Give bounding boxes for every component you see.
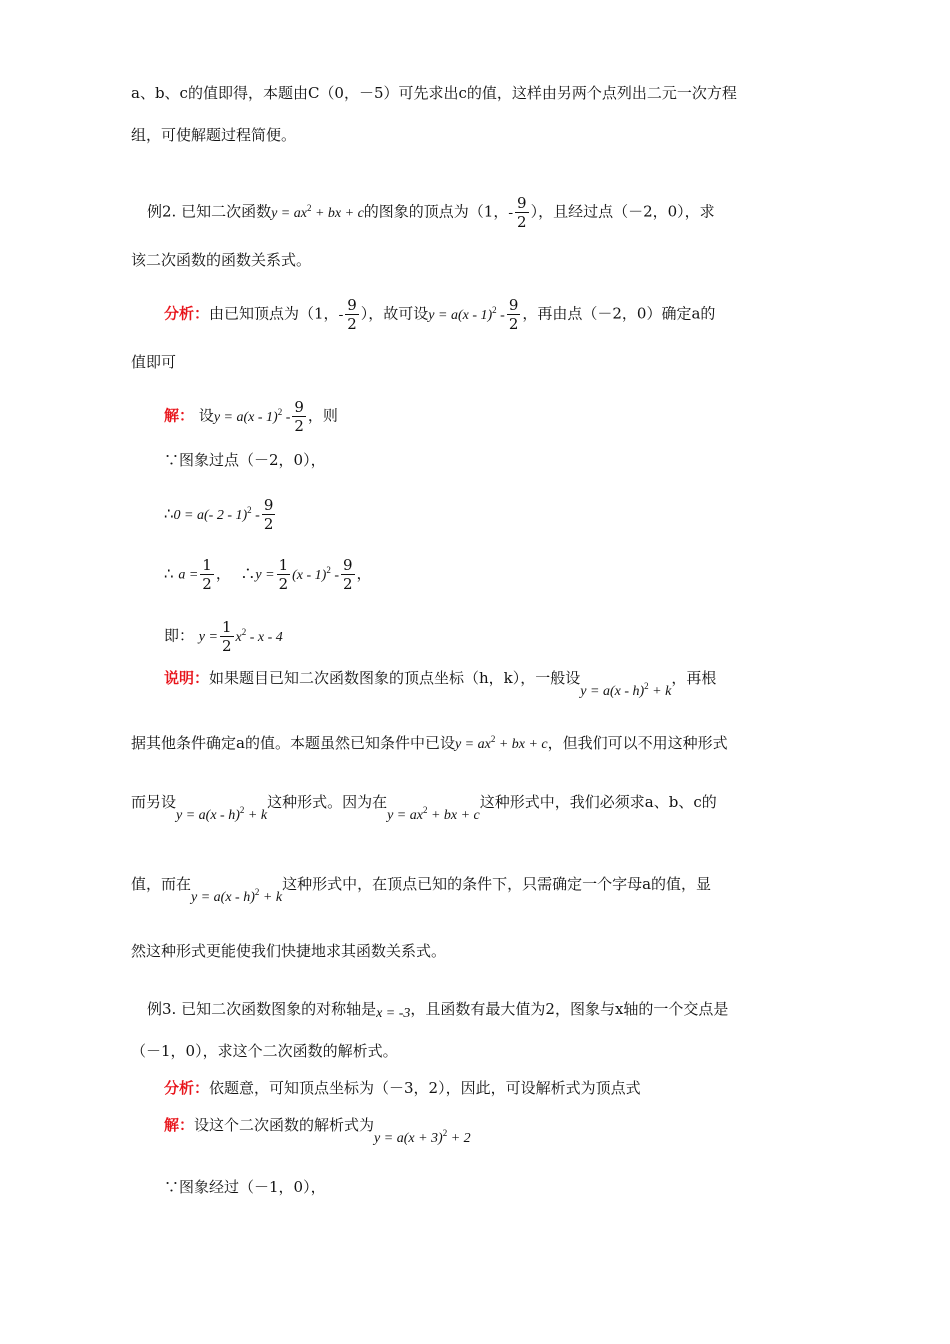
- math-term: (x - 1)$^2$ -: [292, 564, 339, 583]
- text: ，再根: [671, 669, 717, 687]
- fraction-1-2: $\frac{1}{2}$: [221, 618, 232, 655]
- math-expanded-form: $x^2$ - x - 4: [235, 626, 283, 645]
- analysis-label: 分析：: [164, 304, 210, 323]
- text-line: 值即可: [131, 353, 177, 371]
- text: 这种形式中，我们必须求a、b、c的: [479, 793, 717, 811]
- text: 这种形式中，在顶点已知的条件下，只需确定一个字母a的值，显: [282, 875, 712, 893]
- therefore-symbol: ∴: [240, 564, 256, 583]
- math-axis-equation: x = -3: [376, 1006, 411, 1021]
- math-vertex-form-hk: y = a(x - h)$^2$ + k: [580, 681, 672, 699]
- fraction-9-2: $\frac{9}{2}$: [517, 194, 527, 231]
- text: 例2. 已知二次函数: [147, 202, 272, 221]
- analysis-label: 分析：: [164, 1079, 210, 1097]
- text-line: 组，可使解题过程简便。: [131, 126, 297, 144]
- text-line: （－1，0），求这个二次函数的解析式。: [131, 1042, 398, 1060]
- note-line: [131, 792, 717, 823]
- math-ex3-form: $y = a(x + 3)^2 + 2$: [374, 1128, 471, 1146]
- text: 由已知顶点为（1，: [209, 304, 339, 323]
- math-standard-form: $y = ax^2$ + bx + c: [387, 805, 480, 823]
- note-line: [164, 668, 717, 699]
- text: 设: [198, 406, 214, 425]
- text: 设这个二次函数的解析式为: [194, 1116, 375, 1134]
- text: ，但我们可以不用这种形式: [547, 734, 728, 752]
- note-label: 说明：: [164, 669, 210, 687]
- text-line: ∵图象经过（－1，0），: [164, 1178, 326, 1196]
- text: ），故可设: [360, 304, 429, 323]
- note-line: [131, 733, 728, 755]
- text: 而另设: [131, 793, 177, 811]
- math-vertex-form-hk: y = a(x - h)$^2$ + k: [176, 805, 268, 823]
- math-y-equals: y =: [255, 567, 275, 583]
- text-line: 然这种形式更能使我们快捷地求其函数关系式。: [131, 942, 447, 960]
- text: ，则: [307, 406, 338, 425]
- math-minus: -: [338, 307, 344, 323]
- text-line: a、b、c的值即得，本题由C（0，－5）可先求出c的值，这样由另两个点列出二元一次方程: [131, 84, 737, 102]
- text: 即：: [164, 626, 195, 645]
- text-line: 该二次函数的函数关系式。: [131, 251, 312, 269]
- text: 例3. 已知二次函数图象的对称轴是: [147, 1000, 377, 1018]
- fraction-9-2: $\frac{9}{2}$: [343, 556, 353, 593]
- text: ，且函数有最大值为2，图象与x轴的一个交点是: [410, 1000, 729, 1018]
- fraction-9-2: $\frac{9}{2}$: [347, 296, 357, 333]
- analysis-line: [164, 296, 715, 333]
- text: ，: [356, 564, 372, 583]
- therefore-symbol: ∴: [164, 504, 174, 523]
- math-vertex-form: y = a(x - 1)$^2$ -: [428, 304, 505, 323]
- text: ），且经过点（－2，0），求: [530, 202, 715, 221]
- equation-line: [164, 556, 372, 593]
- text-line: ∵图象过点（－2，0），: [164, 451, 326, 469]
- equation-line: [164, 496, 277, 533]
- math-standard-form: $y = ax^2$ + bx + c: [271, 202, 364, 221]
- text: 据其他条件确定a的值。本题虽然已知条件中已设: [131, 734, 455, 752]
- therefore-symbol: ∴: [164, 564, 174, 583]
- equation-line: [164, 618, 283, 655]
- fraction-1-2: $\frac{1}{2}$: [202, 556, 212, 593]
- math-vertex-form-hk: y = a(x - h)$^2$ + k: [191, 887, 283, 905]
- solution-label: 解：: [164, 1116, 195, 1134]
- text: 值，而在: [131, 875, 192, 893]
- math-y-equals: y =: [198, 629, 218, 645]
- fraction-9-2: $\frac{9}{2}$: [508, 296, 519, 333]
- example-3-title: [147, 999, 728, 1021]
- math-standard-form: $y = ax^2$ + bx + c: [454, 734, 548, 752]
- text: ，再由点（－2，0）确定a的: [522, 304, 716, 323]
- solution-line: [164, 398, 338, 435]
- math-equation: 0 = a(- 2 - 1)$^2$ -: [173, 504, 260, 523]
- example-2-title: [147, 194, 715, 231]
- text: 依题意，可知顶点坐标为（－3，2），因此，可设解析式为顶点式: [209, 1079, 641, 1097]
- fraction-9-2: $\frac{9}{2}$: [263, 496, 274, 533]
- text: ，: [215, 564, 231, 583]
- math-minus: -: [508, 205, 514, 221]
- note-line: [131, 874, 712, 905]
- fraction-9-2: $\frac{9}{2}$: [294, 398, 304, 435]
- solution-label: 解：: [164, 406, 195, 425]
- text: 这种形式。因为在: [267, 793, 388, 811]
- solution-line: [164, 1115, 471, 1146]
- math-vertex-form: y = a(x - 1)$^2$ -: [213, 406, 291, 425]
- analysis-line: [164, 1078, 641, 1098]
- text: 如果题目已知二次函数图象的顶点坐标（h，k），一般设: [209, 669, 581, 687]
- fraction-1-2: $\frac{1}{2}$: [278, 556, 289, 593]
- text: 的图象的顶点为（1，: [363, 202, 509, 221]
- math-a-equals: a =: [178, 567, 199, 583]
